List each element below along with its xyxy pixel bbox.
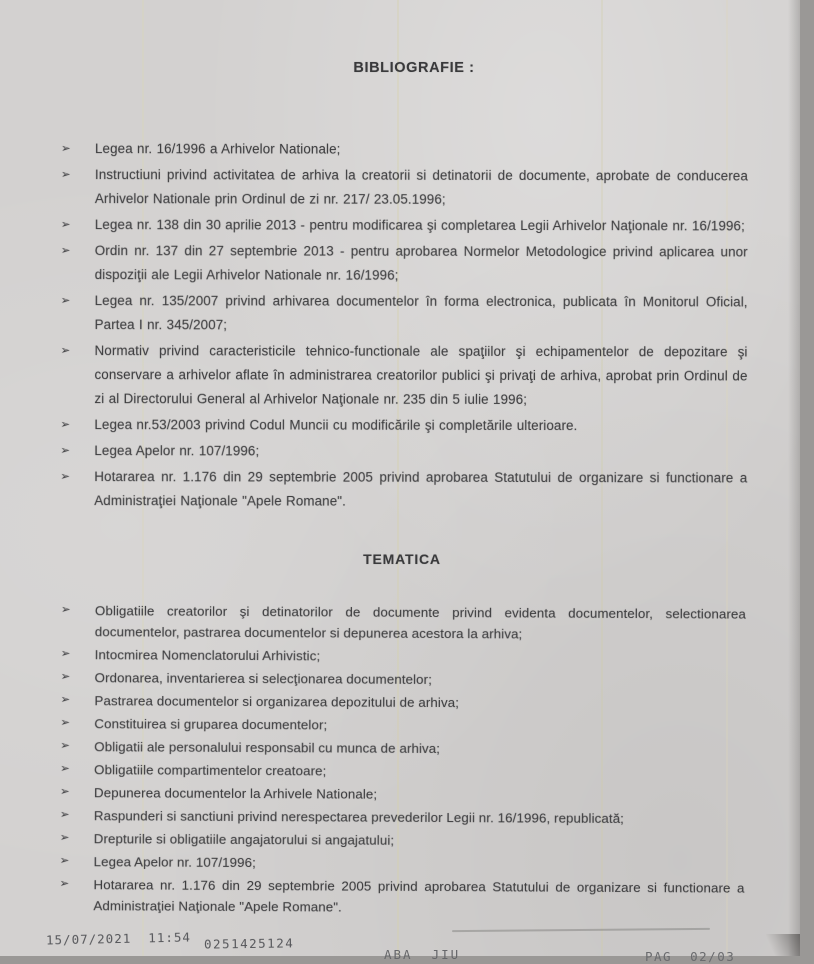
arrow-bullet-icon: ➢ <box>59 855 70 868</box>
arrow-bullet-icon: ➢ <box>60 648 71 661</box>
arrow-bullet-icon: ➢ <box>60 763 70 776</box>
bibliografie-item-text: Legea nr. 16/1996 a Arhivelor Nationale; <box>94 141 341 157</box>
list-item <box>57 851 745 876</box>
list-item <box>58 644 746 669</box>
list-item <box>57 465 747 514</box>
list-item <box>57 759 745 784</box>
list-item <box>58 667 746 692</box>
arrow-bullet-icon: ➢ <box>60 694 71 707</box>
list-item <box>57 805 745 830</box>
tematica-item-text: Constituirea si gruparea documentelor; <box>94 716 328 733</box>
tematica-item-text: Obligatii ale personalului responsabil cu munca de arhiva; <box>94 739 441 757</box>
tematica-item-text: Intocmirea Nomenclatorului Arhivistic; <box>94 647 321 664</box>
arrow-bullet-icon: ➢ <box>60 604 71 617</box>
tematica-list <box>56 600 746 922</box>
list-item <box>58 600 746 646</box>
bibliografie-list <box>57 137 748 516</box>
list-item <box>57 339 747 412</box>
list-item <box>58 213 748 238</box>
tematica-item-text: Obligatiile creatorilor şi detinatorilor de documente privind evidenta documentelor, selectionarea documentelor, pastrarea documentelor si depunerea acestora la arhiva; <box>94 603 746 642</box>
arrow-bullet-icon: ➢ <box>60 143 71 156</box>
list-item <box>57 736 745 761</box>
tematica-item-text: Ordonarea, inventarierea si selecţionarea documentelor; <box>94 670 433 687</box>
tematica-item-text: Legea Apelor nr. 107/1996; <box>93 854 256 871</box>
list-item <box>58 239 748 288</box>
list-item <box>57 690 745 715</box>
tematica-title: TEMATICA <box>363 551 441 567</box>
bibliografie-item-text: Normativ privind caracteristicile tehnico-functionale ale spaţiilor şi echipamentelor de depozitare şi conservare a arhivelor aflate în administrarea creatorilor publici şi privaţi de arhiva, aprobat prin Ordinul de zi al Directorului General al Arhivelor Naţionale nr. 235 din 5 iulie 1996; <box>94 343 748 407</box>
bibliografie-title: BIBLIOGRAFIE : <box>353 60 475 76</box>
list-item <box>58 289 748 338</box>
arrow-bullet-icon: ➢ <box>60 345 71 358</box>
fax-station: ABA JIU <box>384 947 461 962</box>
arrow-bullet-icon: ➢ <box>60 671 71 684</box>
fax-number: 0251425124 <box>203 935 295 952</box>
arrow-bullet-icon: ➢ <box>60 245 71 258</box>
fax-datetime: 15/07/2021 11:54 <box>45 929 192 948</box>
tematica-item-text: Raspunderi si sanctiuni privind nerespectarea prevederilor Legii nr. 16/1996, republicată; <box>93 808 625 826</box>
list-item <box>57 782 745 807</box>
arrow-bullet-icon: ➢ <box>60 219 71 232</box>
scan-smudge <box>766 934 800 956</box>
tematica-item-text: Hotararea nr. 1.176 din 29 septembrie 2005 privind aprobarea Statutului de organizare si functionare a Administraţiei Naţionale "Apele Romane". <box>93 877 745 915</box>
arrow-bullet-icon: ➢ <box>59 786 70 799</box>
tematica-item-text: Drepturile si obligatiile angajatorului si angajatului; <box>93 831 395 848</box>
fax-page-indicator: PAG 02/03 <box>645 949 736 964</box>
scan-artifact-line <box>452 928 710 932</box>
scan-edge-shadow <box>788 0 800 956</box>
arrow-bullet-icon: ➢ <box>60 740 71 753</box>
arrow-bullet-icon: ➢ <box>60 419 71 432</box>
arrow-bullet-icon: ➢ <box>60 169 71 182</box>
bibliografie-item-text: Instructiuni privind activitatea de arhiva la creatorii si detinatorii de documente, aprobate de conducerea Arhivelor Nationale prin Ordinul de zi nr. 217/ 23.05.1996; <box>94 167 748 207</box>
list-item <box>57 828 745 853</box>
tematica-item-text: Pastrarea documentelor si organizarea depozitului de arhiva; <box>94 693 459 711</box>
bibliografie-item-text: Legea nr. 135/2007 privind arhivarea documentelor în forma electronica, publicata în Monitorul Oficial, Partea I nr. 345/2007; <box>94 293 748 333</box>
arrow-bullet-icon: ➢ <box>59 878 70 891</box>
arrow-bullet-icon: ➢ <box>59 832 70 845</box>
list-item <box>58 137 748 162</box>
arrow-bullet-icon: ➢ <box>59 809 70 822</box>
bibliografie-item-text: Legea nr. 138 din 30 aprilie 2013 - pentru modificarea şi completarea Legii Arhivelor Naţionale nr. 16/1996; <box>94 217 745 234</box>
list-item <box>56 874 744 920</box>
tematica-item-text: Obligatiile compartimentelor creatoare; <box>94 762 327 779</box>
list-item <box>57 713 745 738</box>
tematica-item-text: Depunerea documentelor la Arhivele Nationale; <box>93 785 378 802</box>
arrow-bullet-icon: ➢ <box>60 471 71 484</box>
bibliografie-item-text: Legea Apelor nr. 107/1996; <box>94 443 260 459</box>
list-item <box>58 163 748 212</box>
list-item <box>57 439 747 464</box>
list-item <box>57 413 747 438</box>
bibliografie-item-text: Legea nr.53/2003 privind Codul Muncii cu modificările şi completările ulterioare. <box>94 417 578 434</box>
bibliografie-item-text: Ordin nr. 137 din 27 septembrie 2013 - pentru aprobarea Normelor Metodologice privind aplicarea unor dispoziţii ale Legii Arhivelor Nationale nr. 16/1996; <box>94 243 748 283</box>
arrow-bullet-icon: ➢ <box>60 295 71 308</box>
arrow-bullet-icon: ➢ <box>60 445 71 458</box>
bibliografie-item-text: Hotararea nr. 1.176 din 29 septembrie 2005 privind aprobarea Statutului de organizare si functionare a Administraţiei Naţionale "Apele Romane". <box>94 469 748 509</box>
arrow-bullet-icon: ➢ <box>60 717 71 730</box>
